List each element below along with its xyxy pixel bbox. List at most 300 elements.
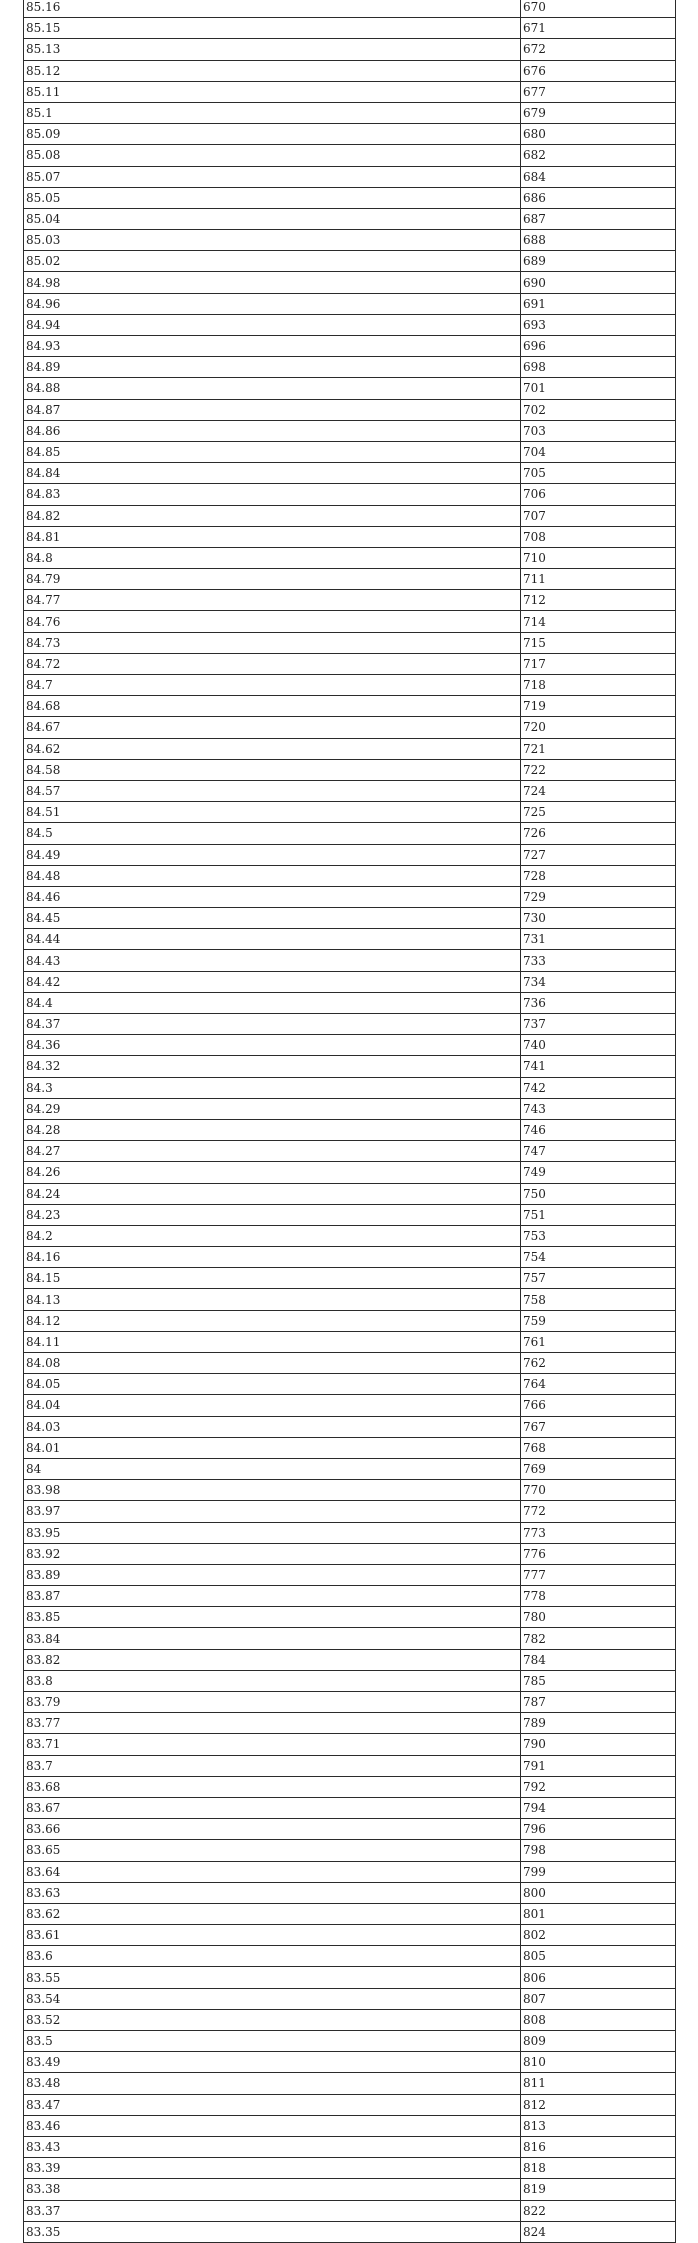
rank-cell: 686 <box>521 187 676 208</box>
score-cell: 84.8 <box>24 547 521 568</box>
score-cell: 84.68 <box>24 696 521 717</box>
score-cell: 84.48 <box>24 865 521 886</box>
table-row <box>24 1670 676 1691</box>
rank-cell: 718 <box>521 675 676 696</box>
table-row <box>24 971 676 992</box>
score-cell: 85.1 <box>24 102 521 123</box>
table-row <box>24 675 676 696</box>
table-row <box>24 1480 676 1501</box>
table-row <box>24 1607 676 1628</box>
rank-cell: 702 <box>521 399 676 420</box>
table-row <box>24 1268 676 1289</box>
rank-cell: 696 <box>521 336 676 357</box>
rank-cell: 780 <box>521 1607 676 1628</box>
rank-cell: 787 <box>521 1692 676 1713</box>
score-cell: 83.35 <box>24 2221 521 2242</box>
score-cell: 84.84 <box>24 463 521 484</box>
table-row <box>24 1967 676 1988</box>
table-row <box>24 230 676 251</box>
table-row <box>24 2158 676 2179</box>
score-cell: 83.92 <box>24 1543 521 1564</box>
table-row <box>24 653 676 674</box>
rank-cell: 776 <box>521 1543 676 1564</box>
rank-cell: 720 <box>521 717 676 738</box>
rank-cell: 769 <box>521 1458 676 1479</box>
score-cell: 84.29 <box>24 1098 521 1119</box>
score-cell: 84.43 <box>24 950 521 971</box>
table-row <box>24 1416 676 1437</box>
rank-cell: 807 <box>521 1988 676 2009</box>
rank-cell: 707 <box>521 505 676 526</box>
rank-cell: 812 <box>521 2094 676 2115</box>
score-cell: 84.44 <box>24 929 521 950</box>
score-cell: 84.93 <box>24 336 521 357</box>
table-row <box>24 929 676 950</box>
score-cell: 84.46 <box>24 886 521 907</box>
rank-cell: 802 <box>521 1925 676 1946</box>
rank-cell: 778 <box>521 1586 676 1607</box>
table-row <box>24 1247 676 1268</box>
rank-cell: 742 <box>521 1077 676 1098</box>
rank-cell: 810 <box>521 2052 676 2073</box>
rank-cell: 693 <box>521 314 676 335</box>
table-row <box>24 272 676 293</box>
table-row <box>24 2200 676 2221</box>
table-row <box>24 463 676 484</box>
rank-cell: 758 <box>521 1289 676 1310</box>
table-row <box>24 886 676 907</box>
rank-cell: 801 <box>521 1903 676 1924</box>
rank-cell: 691 <box>521 293 676 314</box>
rank-cell: 710 <box>521 547 676 568</box>
table-row <box>24 1141 676 1162</box>
rank-cell: 708 <box>521 526 676 547</box>
rank-cell: 737 <box>521 1014 676 1035</box>
table-row <box>24 1501 676 1522</box>
rank-cell: 800 <box>521 1882 676 1903</box>
rank-cell: 791 <box>521 1755 676 1776</box>
table-row <box>24 60 676 81</box>
rank-cell: 794 <box>521 1797 676 1818</box>
score-cell: 84.04 <box>24 1395 521 1416</box>
table-row <box>24 1776 676 1797</box>
rank-cell: 733 <box>521 950 676 971</box>
table-row <box>24 208 676 229</box>
table-row <box>24 865 676 886</box>
score-cell: 83.48 <box>24 2073 521 2094</box>
score-cell: 84.88 <box>24 378 521 399</box>
table-row <box>24 1988 676 2009</box>
table-body <box>24 0 676 2242</box>
rank-cell: 672 <box>521 39 676 60</box>
score-cell: 83.95 <box>24 1522 521 1543</box>
rank-cell: 671 <box>521 18 676 39</box>
rank-cell: 704 <box>521 441 676 462</box>
table-row <box>24 823 676 844</box>
score-cell: 84.28 <box>24 1119 521 1140</box>
rank-cell: 766 <box>521 1395 676 1416</box>
rank-cell: 806 <box>521 1967 676 1988</box>
score-cell: 83.84 <box>24 1628 521 1649</box>
table-row <box>24 2031 676 2052</box>
table-row <box>24 1437 676 1458</box>
score-cell: 84.83 <box>24 484 521 505</box>
rank-cell: 789 <box>521 1713 676 1734</box>
score-cell: 83.98 <box>24 1480 521 1501</box>
rank-cell: 725 <box>521 802 676 823</box>
rank-cell: 770 <box>521 1480 676 1501</box>
rank-cell: 819 <box>521 2179 676 2200</box>
table-row <box>24 1204 676 1225</box>
table-row <box>24 1077 676 1098</box>
score-cell: 84.24 <box>24 1183 521 1204</box>
score-cell: 84.27 <box>24 1141 521 1162</box>
table-row <box>24 357 676 378</box>
rank-cell: 759 <box>521 1310 676 1331</box>
table-row <box>24 2094 676 2115</box>
table-row <box>24 0 676 18</box>
rank-cell: 679 <box>521 102 676 123</box>
score-rank-table <box>23 0 676 2243</box>
rank-cell: 698 <box>521 357 676 378</box>
rank-cell: 761 <box>521 1331 676 1352</box>
rank-cell: 764 <box>521 1374 676 1395</box>
table-row <box>24 802 676 823</box>
rank-cell: 798 <box>521 1840 676 1861</box>
rank-cell: 722 <box>521 759 676 780</box>
rank-cell: 689 <box>521 251 676 272</box>
table-row <box>24 759 676 780</box>
table-row <box>24 441 676 462</box>
score-cell: 84.26 <box>24 1162 521 1183</box>
score-cell: 83.87 <box>24 1586 521 1607</box>
table-row <box>24 1649 676 1670</box>
score-cell: 84.76 <box>24 611 521 632</box>
rank-cell: 676 <box>521 60 676 81</box>
score-cell: 84 <box>24 1458 521 1479</box>
table-row <box>24 1522 676 1543</box>
rank-cell: 790 <box>521 1734 676 1755</box>
score-cell: 83.97 <box>24 1501 521 1522</box>
score-cell: 83.8 <box>24 1670 521 1691</box>
rank-cell: 809 <box>521 2031 676 2052</box>
rank-cell: 772 <box>521 1501 676 1522</box>
rank-cell: 768 <box>521 1437 676 1458</box>
rank-cell: 684 <box>521 166 676 187</box>
rank-cell: 818 <box>521 2158 676 2179</box>
rank-cell: 670 <box>521 0 676 18</box>
rank-cell: 747 <box>521 1141 676 1162</box>
rank-cell: 726 <box>521 823 676 844</box>
table-row <box>24 1946 676 1967</box>
table-row <box>24 1861 676 1882</box>
table-row <box>24 2073 676 2094</box>
rank-cell: 721 <box>521 738 676 759</box>
table-row <box>24 145 676 166</box>
rank-cell: 799 <box>521 1861 676 1882</box>
score-cell: 85.11 <box>24 81 521 102</box>
score-cell: 83.61 <box>24 1925 521 1946</box>
table-row <box>24 1331 676 1352</box>
table-row <box>24 1713 676 1734</box>
rank-cell: 743 <box>521 1098 676 1119</box>
score-cell: 83.38 <box>24 2179 521 2200</box>
table-row <box>24 505 676 526</box>
table-row <box>24 1692 676 1713</box>
rank-cell: 792 <box>521 1776 676 1797</box>
score-cell: 83.39 <box>24 2158 521 2179</box>
score-cell: 84.16 <box>24 1247 521 1268</box>
rank-cell: 777 <box>521 1564 676 1585</box>
score-cell: 83.55 <box>24 1967 521 1988</box>
rank-cell: 717 <box>521 653 676 674</box>
rank-cell: 741 <box>521 1056 676 1077</box>
score-cell: 83.49 <box>24 2052 521 2073</box>
score-cell: 84.5 <box>24 823 521 844</box>
score-cell: 84.3 <box>24 1077 521 1098</box>
table-row <box>24 1882 676 1903</box>
table-row <box>24 39 676 60</box>
rank-cell: 731 <box>521 929 676 950</box>
rank-cell: 734 <box>521 971 676 992</box>
score-cell: 84.45 <box>24 908 521 929</box>
rank-cell: 754 <box>521 1247 676 1268</box>
rank-cell: 677 <box>521 81 676 102</box>
table-row <box>24 992 676 1013</box>
score-cell: 85.04 <box>24 208 521 229</box>
score-cell: 85.08 <box>24 145 521 166</box>
score-cell: 85.15 <box>24 18 521 39</box>
table-row <box>24 1098 676 1119</box>
table-row <box>24 1755 676 1776</box>
table-row <box>24 1734 676 1755</box>
table-row <box>24 738 676 759</box>
table-row <box>24 611 676 632</box>
rank-cell: 730 <box>521 908 676 929</box>
table-row <box>24 1819 676 1840</box>
rank-cell: 811 <box>521 2073 676 2094</box>
table-row <box>24 1925 676 1946</box>
rank-cell: 728 <box>521 865 676 886</box>
score-cell: 85.09 <box>24 124 521 145</box>
table-row <box>24 1014 676 1035</box>
score-cell: 84.81 <box>24 526 521 547</box>
table-row <box>24 569 676 590</box>
score-cell: 84.37 <box>24 1014 521 1035</box>
score-cell: 84.94 <box>24 314 521 335</box>
table-row <box>24 780 676 801</box>
score-cell: 84.42 <box>24 971 521 992</box>
table-row <box>24 124 676 145</box>
score-cell: 83.68 <box>24 1776 521 1797</box>
table-row <box>24 187 676 208</box>
rank-cell: 712 <box>521 590 676 611</box>
score-cell: 85.02 <box>24 251 521 272</box>
score-cell: 84.32 <box>24 1056 521 1077</box>
table-row <box>24 908 676 929</box>
score-cell: 84.62 <box>24 738 521 759</box>
table-row <box>24 547 676 568</box>
rank-cell: 750 <box>521 1183 676 1204</box>
table-row <box>24 102 676 123</box>
score-cell: 83.6 <box>24 1946 521 1967</box>
rank-cell: 796 <box>521 1819 676 1840</box>
score-cell: 83.62 <box>24 1903 521 1924</box>
score-cell: 83.37 <box>24 2200 521 2221</box>
table-row <box>24 81 676 102</box>
rank-cell: 757 <box>521 1268 676 1289</box>
score-cell: 84.73 <box>24 632 521 653</box>
rank-cell: 753 <box>521 1225 676 1246</box>
table-row <box>24 526 676 547</box>
score-cell: 84.03 <box>24 1416 521 1437</box>
table-row <box>24 2052 676 2073</box>
score-cell: 84.12 <box>24 1310 521 1331</box>
table-row <box>24 1225 676 1246</box>
rank-cell: 729 <box>521 886 676 907</box>
score-cell: 83.82 <box>24 1649 521 1670</box>
table-row <box>24 336 676 357</box>
score-cell: 84.49 <box>24 844 521 865</box>
score-cell: 84.72 <box>24 653 521 674</box>
table-row <box>24 2115 676 2136</box>
score-cell: 84.4 <box>24 992 521 1013</box>
rank-cell: 719 <box>521 696 676 717</box>
table-row <box>24 1586 676 1607</box>
rank-cell: 680 <box>521 124 676 145</box>
score-cell: 85.03 <box>24 230 521 251</box>
score-cell: 84.58 <box>24 759 521 780</box>
score-cell: 84.13 <box>24 1289 521 1310</box>
score-cell: 84.05 <box>24 1374 521 1395</box>
score-cell: 83.7 <box>24 1755 521 1776</box>
score-cell: 83.43 <box>24 2136 521 2157</box>
score-cell: 83.5 <box>24 2031 521 2052</box>
score-cell: 83.47 <box>24 2094 521 2115</box>
rank-cell: 690 <box>521 272 676 293</box>
score-cell: 84.87 <box>24 399 521 420</box>
score-cell: 83.65 <box>24 1840 521 1861</box>
rank-cell: 785 <box>521 1670 676 1691</box>
score-cell: 83.46 <box>24 2115 521 2136</box>
table-row <box>24 484 676 505</box>
rank-cell: 746 <box>521 1119 676 1140</box>
score-cell: 83.67 <box>24 1797 521 1818</box>
score-cell: 85.07 <box>24 166 521 187</box>
rank-cell: 688 <box>521 230 676 251</box>
rank-cell: 824 <box>521 2221 676 2242</box>
score-cell: 83.63 <box>24 1882 521 1903</box>
score-cell: 84.23 <box>24 1204 521 1225</box>
table-row <box>24 2136 676 2157</box>
score-cell: 85.16 <box>24 0 521 18</box>
score-cell: 84.08 <box>24 1353 521 1374</box>
score-cell: 83.64 <box>24 1861 521 1882</box>
table-row <box>24 1458 676 1479</box>
rank-cell: 727 <box>521 844 676 865</box>
table-row <box>24 166 676 187</box>
score-cell: 85.05 <box>24 187 521 208</box>
score-cell: 83.71 <box>24 1734 521 1755</box>
rank-cell: 706 <box>521 484 676 505</box>
rank-cell: 762 <box>521 1353 676 1374</box>
score-cell: 84.82 <box>24 505 521 526</box>
table-row <box>24 1162 676 1183</box>
table-row <box>24 1056 676 1077</box>
score-cell: 85.12 <box>24 60 521 81</box>
table-row <box>24 1310 676 1331</box>
table-row <box>24 696 676 717</box>
score-cell: 83.52 <box>24 2009 521 2030</box>
rank-cell: 715 <box>521 632 676 653</box>
rank-cell: 813 <box>521 2115 676 2136</box>
score-cell: 83.54 <box>24 1988 521 2009</box>
table-row <box>24 314 676 335</box>
rank-cell: 682 <box>521 145 676 166</box>
table-row <box>24 1903 676 1924</box>
table-row <box>24 844 676 865</box>
rank-cell: 724 <box>521 780 676 801</box>
rank-cell: 701 <box>521 378 676 399</box>
score-cell: 83.85 <box>24 1607 521 1628</box>
table-row <box>24 590 676 611</box>
rank-cell: 784 <box>521 1649 676 1670</box>
score-cell: 84.85 <box>24 441 521 462</box>
rank-cell: 805 <box>521 1946 676 1967</box>
rank-cell: 822 <box>521 2200 676 2221</box>
table-row <box>24 1183 676 1204</box>
table-row <box>24 950 676 971</box>
rank-cell: 687 <box>521 208 676 229</box>
table-row <box>24 1289 676 1310</box>
table-row <box>24 2009 676 2030</box>
rank-cell: 816 <box>521 2136 676 2157</box>
rank-cell: 749 <box>521 1162 676 1183</box>
table-row <box>24 1564 676 1585</box>
score-cell: 84.96 <box>24 293 521 314</box>
score-cell: 84.51 <box>24 802 521 823</box>
table-row <box>24 1797 676 1818</box>
table-row <box>24 1119 676 1140</box>
score-cell: 85.13 <box>24 39 521 60</box>
table-row <box>24 1374 676 1395</box>
table-row <box>24 2179 676 2200</box>
score-cell: 84.2 <box>24 1225 521 1246</box>
table-row <box>24 1035 676 1056</box>
score-cell: 84.36 <box>24 1035 521 1056</box>
rank-cell: 751 <box>521 1204 676 1225</box>
table-row <box>24 2221 676 2242</box>
table-row <box>24 1395 676 1416</box>
rank-cell: 740 <box>521 1035 676 1056</box>
score-cell: 84.67 <box>24 717 521 738</box>
table-row <box>24 1353 676 1374</box>
score-cell: 84.79 <box>24 569 521 590</box>
score-cell: 84.57 <box>24 780 521 801</box>
score-cell: 84.7 <box>24 675 521 696</box>
score-cell: 84.89 <box>24 357 521 378</box>
rank-cell: 703 <box>521 420 676 441</box>
rank-cell: 767 <box>521 1416 676 1437</box>
table-row <box>24 1543 676 1564</box>
table-row <box>24 293 676 314</box>
rank-cell: 782 <box>521 1628 676 1649</box>
score-cell: 84.01 <box>24 1437 521 1458</box>
rank-cell: 773 <box>521 1522 676 1543</box>
table-row <box>24 18 676 39</box>
table-row <box>24 420 676 441</box>
score-cell: 84.77 <box>24 590 521 611</box>
